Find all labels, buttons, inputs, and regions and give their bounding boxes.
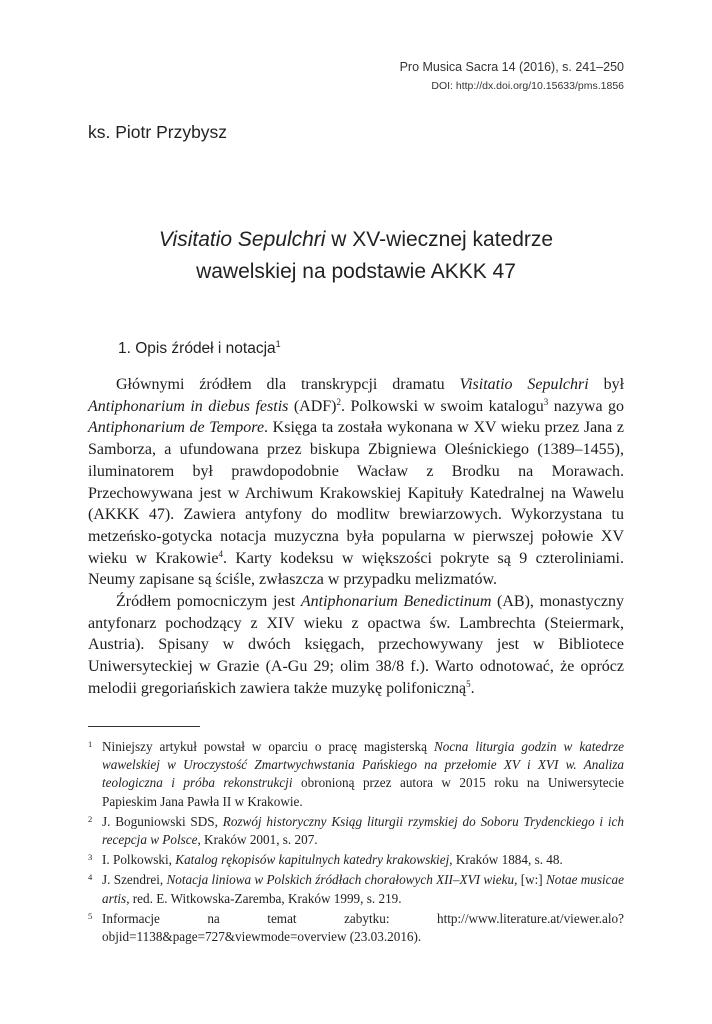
footnote-ref-3[interactable]: 3 bbox=[543, 396, 549, 407]
text-run: , [w:] bbox=[514, 872, 546, 888]
paragraph-1 bbox=[88, 374, 624, 591]
text-run: . Księga ta została wykonana w XV wieku przez Jana z Samborza, a ufundowana przez biskupa Zbigniewa Oleśnickiego (1389–1455), iluminatorem był prawdopodobnie Wacław z Brodku na Morawach. Przechowywana jest w Archiwum Krakowskiej Kapituły Katedralnej na Wawelu (AKKK 47). Zawiera antyfony do modlitw brewiarzowych. Wykorzystana tu metzeńsko-gotycka notacja muzyczna była popularna w pierwszej połowie XV wieku w Krakowie bbox=[88, 419, 625, 567]
journal-header bbox=[400, 58, 624, 96]
paragraph-2 bbox=[88, 591, 624, 700]
text-run: obronioną przez autora w 2015 roku na Uniwersytecie Papieskim Jana Pawła II w Krakowie. bbox=[102, 775, 625, 809]
text-run: (AB), monastyczny antyfonarz pochodzący z XIV wieku z opactwa św. Lambrechta (Steiermark, Austria). Spisany w dwóch księgach, przechowywany jest w Bibliotece Uniwersyteckiej w Grazie (A-Gu 29; olim 38/8 f.). Warto odnotować, że oprócz melodii gregoriańskich zawiera także muzykę polifoniczną bbox=[88, 593, 625, 697]
author-name: ks. Piotr Przybysz bbox=[88, 122, 228, 142]
italic-title: Notae musicae artis bbox=[102, 872, 624, 906]
italic-title: Antiphonarium Benedictinum bbox=[300, 593, 492, 611]
text-run: nazywa go bbox=[548, 397, 625, 415]
footnote-3 bbox=[88, 851, 624, 869]
section-heading bbox=[118, 339, 281, 358]
text-run: . bbox=[470, 679, 475, 697]
footnote-number: 1 bbox=[88, 739, 93, 749]
title-line-1 bbox=[88, 224, 624, 256]
footnote-number: 4 bbox=[88, 872, 93, 883]
text-run: . Karty kodeksu w większości pokryte są 9 czteroliniami. Neumy zapisane są ściśle, zwłaszcza w przypadku melizmatów. bbox=[88, 549, 624, 589]
italic-title: Antiphonarium in diebus festis bbox=[88, 397, 289, 415]
italic-title: Katalog rękopisów kapitulnych katedry krakowskiej bbox=[175, 852, 450, 868]
text-run: Głównymi źródłem dla transkrypcji dramatu bbox=[116, 376, 460, 393]
footnote-ref-1[interactable]: 1 bbox=[275, 339, 281, 349]
footnote-number: 5 bbox=[88, 910, 93, 921]
doi-link[interactable]: DOI: http://dx.doi.org/10.15633/pms.1856 bbox=[431, 80, 624, 92]
footnotes bbox=[88, 738, 624, 948]
text-run: Źródłem pomocniczym jest bbox=[116, 593, 301, 611]
footnote-2 bbox=[88, 813, 624, 849]
text-run: (ADF) bbox=[288, 397, 337, 415]
footnote-5-text[interactable]: Informacje na temat zabytku: http://www.literature.at/viewer.alo?objid=1138&page=727&viewmode=overview (23.03.2016). bbox=[102, 910, 624, 945]
body-text bbox=[88, 374, 624, 700]
text-run: był bbox=[588, 376, 625, 393]
footnote-ref-4[interactable]: 4 bbox=[218, 548, 223, 559]
footnote-number: 2 bbox=[88, 813, 93, 824]
title-line-1-rest: w XV-wiecznej katedrze bbox=[325, 228, 554, 251]
text-run: J. Szendrei, bbox=[102, 872, 167, 888]
journal-citation: Pro Musica Sacra 14 (2016), s. 241–250 bbox=[399, 60, 624, 74]
footnote-divider bbox=[88, 726, 200, 727]
title-italic: Visitatio Sepulchri bbox=[158, 228, 326, 251]
text-run: J. Boguniowski SDS, bbox=[102, 813, 223, 829]
text-run: , Kraków 2001, s. 207. bbox=[197, 832, 318, 848]
italic-title: Visitatio Sepulchri bbox=[459, 376, 589, 393]
text-run: , Kraków 1884, s. 48. bbox=[449, 852, 563, 868]
text-run: Niniejszy artykuł powstał w oparciu o pracę magisterską bbox=[102, 739, 434, 754]
italic-title: Rozwój historyczny Ksiąg liturgii rzymskiej do Soboru Trydenckiego i ich recepcja w Polsce bbox=[102, 813, 624, 848]
italic-title: Notacja liniowa w Polskich źródłach chorałowych XII–XVI wieku bbox=[166, 872, 515, 888]
footnote-1 bbox=[88, 738, 624, 811]
text-run: . Polkowski w swoim katalogu bbox=[341, 397, 544, 415]
section-heading-text: 1. Opis źródeł i notacja bbox=[118, 340, 276, 357]
italic-title: Antiphonarium de Tempore bbox=[88, 419, 265, 437]
footnote-5 bbox=[88, 910, 624, 946]
text-run: I. Polkowski, bbox=[102, 852, 176, 868]
footnote-4 bbox=[88, 871, 624, 907]
footnote-ref-2[interactable]: 2 bbox=[336, 396, 341, 407]
title-line-2: wawelskiej na podstawie AKKK 47 bbox=[196, 260, 516, 283]
footnote-number: 3 bbox=[88, 852, 93, 863]
italic-title: Nocna liturgia godzin w katedrze wawelskiej w Uroczystość Zmartwychwstania Pańskiego na przełomie XV i XVI w. Analiza teologiczna i próba rekonstrukcji bbox=[102, 739, 624, 791]
footnote-ref-5[interactable]: 5 bbox=[466, 678, 471, 689]
article-title bbox=[88, 224, 624, 288]
text-run: , red. E. Witkowska-Zaremba, Kraków 1999, s. 219. bbox=[126, 890, 402, 906]
